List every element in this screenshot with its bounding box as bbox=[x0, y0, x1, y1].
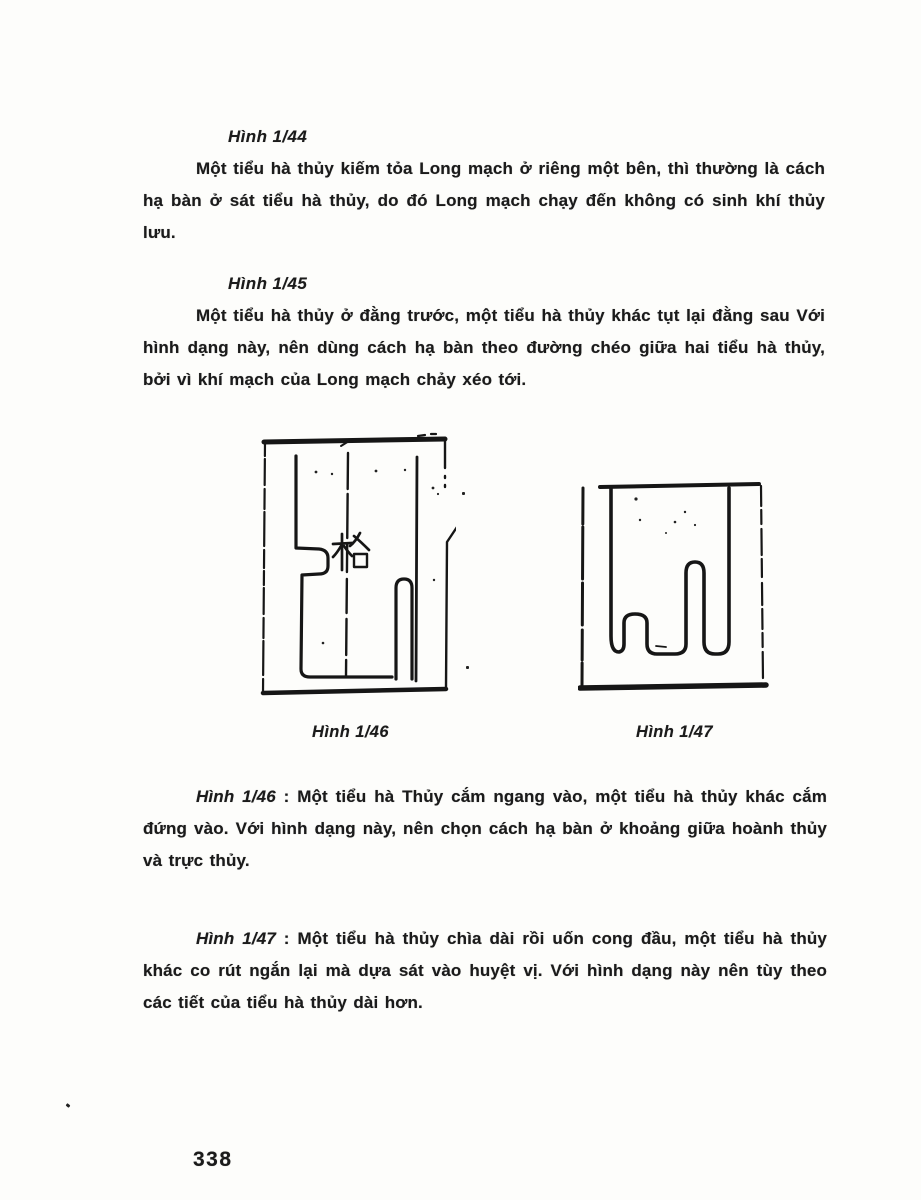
inner-right-line bbox=[416, 457, 417, 681]
note-body-hinh-1-47: Một tiểu hà thủy chìa dài rồi uốn cong đầu, một tiểu hà thủy khác co rút ngắn lại mà dựa sát vào huyệt vị. Với hình dạng này nên tùy theo các tiết của tiểu hà thủy dài hơn. bbox=[143, 929, 827, 1012]
hand-drawn-diagram-left bbox=[254, 430, 456, 700]
paragraph-hinh-1-45: Một tiểu hà thủy ở đằng trước, một tiểu hà thủy khác tụt lại đằng sau Với hình dạng này, nên dùng cách hạ bàn theo đường chéo giữa hai tiểu hà thủy, bởi vì khí mạch của Long mạch chảy xéo tới. bbox=[143, 306, 825, 389]
section-heading-hinh-1-45: Hình 1/45 bbox=[228, 274, 308, 293]
outer-border-bottom bbox=[263, 689, 446, 693]
note-paragraph-hinh-1-46 bbox=[143, 781, 827, 877]
caption-hinh-1-47: Hình 1/47 bbox=[636, 723, 713, 741]
scan-artifact-dot bbox=[466, 666, 469, 669]
outer-border-right bbox=[446, 524, 456, 688]
figure-hinh-1-47 bbox=[578, 480, 770, 696]
figure-hinh-1-46 bbox=[254, 430, 456, 700]
note-separator: : bbox=[275, 929, 298, 948]
outer-border-top bbox=[264, 439, 445, 442]
outer-border-left bbox=[263, 442, 265, 693]
note-body-hinh-1-46: Một tiểu hà Thủy cắm ngang vào, một tiểu hà thủy khác cắm đứng vào. Với hình dạng này, nên chọn cách hạ bàn ở khoảng giữa hoành thủy và trực thủy. bbox=[143, 787, 827, 870]
water-channel-left-with-notch bbox=[296, 456, 392, 677]
paragraph-hinh-1-44: Một tiểu hà thủy kiếm tỏa Long mạch ở riêng một bên, thì thường là cách hạ bàn ở sát tiểu hà thủy, do đó Long mạch chạy đến không có sinh khí thủy lưu. bbox=[143, 159, 825, 242]
hand-drawn-diagram-right bbox=[578, 480, 770, 696]
note-separator: : bbox=[275, 787, 298, 806]
outer-border-right bbox=[761, 486, 763, 681]
scan-artifact-dot bbox=[462, 492, 465, 495]
center-axis-line bbox=[346, 453, 348, 676]
glyph-ge-character bbox=[333, 533, 369, 570]
section-heading-hinh-1-44: Hình 1/44 bbox=[228, 127, 308, 146]
scan-artifact-mark bbox=[66, 1103, 71, 1108]
outer-border-bottom bbox=[580, 685, 766, 688]
water-channel-vertical-u bbox=[396, 579, 412, 679]
note-label-hinh-1-46: Hình 1/46 bbox=[196, 787, 276, 806]
page-number: 338 bbox=[193, 1148, 233, 1171]
border-tick-marks bbox=[418, 434, 436, 436]
note-paragraph-hinh-1-47 bbox=[143, 923, 827, 1019]
water-channel-prongs bbox=[611, 488, 729, 654]
outer-border-left bbox=[582, 488, 583, 686]
stray-dash bbox=[656, 646, 666, 647]
outer-border-top bbox=[600, 484, 759, 487]
caption-hinh-1-46: Hình 1/46 bbox=[312, 723, 389, 741]
note-label-hinh-1-47: Hình 1/47 bbox=[196, 929, 276, 948]
ink-specks bbox=[634, 497, 696, 534]
